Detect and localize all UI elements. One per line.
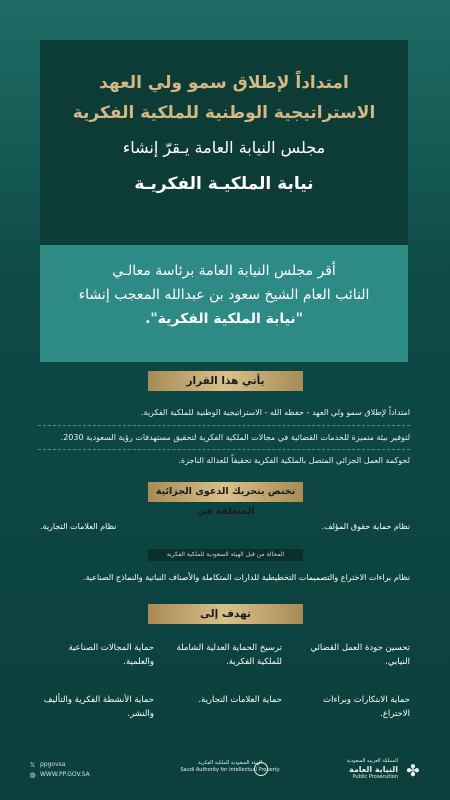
saip-name-ar: الهيئة السعودية للملكية الفكرية xyxy=(197,760,263,766)
globe-icon: ◍ xyxy=(29,771,36,779)
header-box xyxy=(40,40,408,245)
intro-line-1: أقر مجلس النيابة العامة برئاسة معالـي xyxy=(112,263,336,279)
footer-contacts xyxy=(28,760,90,780)
header-line-1: امتداداً لإطلاق سمو ولي العهد xyxy=(99,73,349,93)
saip-logo xyxy=(175,760,285,774)
footer-handle-row[interactable] xyxy=(28,760,90,770)
jurisdiction-trademarks: نظام العلامات التجارية. xyxy=(40,522,117,531)
header-title: نيابة الملكيـة الفكريـة xyxy=(134,174,314,194)
jurisdiction-copyright: نظام حماية حقوق المؤلف. xyxy=(321,522,410,531)
aim-item: ترسيخ الحماية العدلية الشاملة للملكية الفكرية. xyxy=(176,643,282,667)
header-line-2: الاستراتيجية الوطنية للملكية الفكرية xyxy=(72,103,376,123)
aim-item: حماية الابتكارات وبراءات الاختراع. xyxy=(323,695,410,719)
jurisdiction-section-title: تختص بتحريك الدعوى الجزائية المتعلقة في xyxy=(148,482,303,502)
header-line-3: مجلس النيابة العامة يـقرّ إنشاء xyxy=(122,138,326,157)
x-icon: 𝕏 xyxy=(29,761,36,769)
public-prosecution-logo xyxy=(332,758,398,781)
decision-item-1: امتداداً لإطلاق سمو ولي العهد - حفظه الله - الاستراتيجية الوطنية للملكية الفكرية. xyxy=(140,408,410,417)
footer-website-row[interactable] xyxy=(28,770,90,780)
saip-name-en: Saudi Authority for Intellectual Property xyxy=(180,767,280,773)
divider xyxy=(38,449,410,450)
divider xyxy=(38,425,410,426)
aim-item: حماية العلامات التجارية. xyxy=(198,695,282,705)
intro-line-2: النائب العام الشيخ سعود بن عبدالله المعجب إنشاء xyxy=(78,287,370,303)
aims-section-title: تهدف إلى xyxy=(148,604,303,624)
footer-handle[interactable]: ppgovsa xyxy=(40,761,66,768)
aim-item: حماية المجالات الصناعية والعلمية. xyxy=(68,643,154,667)
jurisdiction-patents: نظام براءات الاختراع والتصميمات التخطيطية للدارات المتكاملة والأصناف النباتية والنماذج الصناعية. xyxy=(82,573,410,582)
saip-emblem-icon xyxy=(254,762,268,776)
decision-item-2: لتوفير بيئة متميزة للخدمات القضائية في مجالات الملكية الفكرية لتحقيق مستهدفات رؤية السعودية 2030. xyxy=(60,433,410,442)
intro-line-3: "نيابة الملكية الفكرية". xyxy=(145,311,303,327)
pp-country: المملكة العربية السعودية xyxy=(346,758,398,764)
jurisdiction-referral-note: المحالة من قبل الهيئة السعودية للملكية الفكرية xyxy=(148,549,303,561)
pp-name-en: Public Prosecution xyxy=(352,774,398,780)
decision-item-3: لحوكمة العمل الجزائي المتصل بالملكية الفكرية تحقيقاً للعدالة الناجزة. xyxy=(178,456,410,465)
aim-item: حماية الأنشطة الفكرية والتأليف والنشر. xyxy=(43,695,154,719)
footer-website[interactable]: WWW.PP.GOV.SA xyxy=(40,771,90,778)
palm-swords-emblem-icon: ✤ xyxy=(406,761,420,780)
decision-section-title: يأتي هذا القرار xyxy=(148,371,303,391)
intro-box xyxy=(40,245,408,362)
aim-item: تحسين جودة العمل القضائي النيابي. xyxy=(310,643,410,667)
pp-name-ar: النيابة العامة xyxy=(349,765,398,774)
